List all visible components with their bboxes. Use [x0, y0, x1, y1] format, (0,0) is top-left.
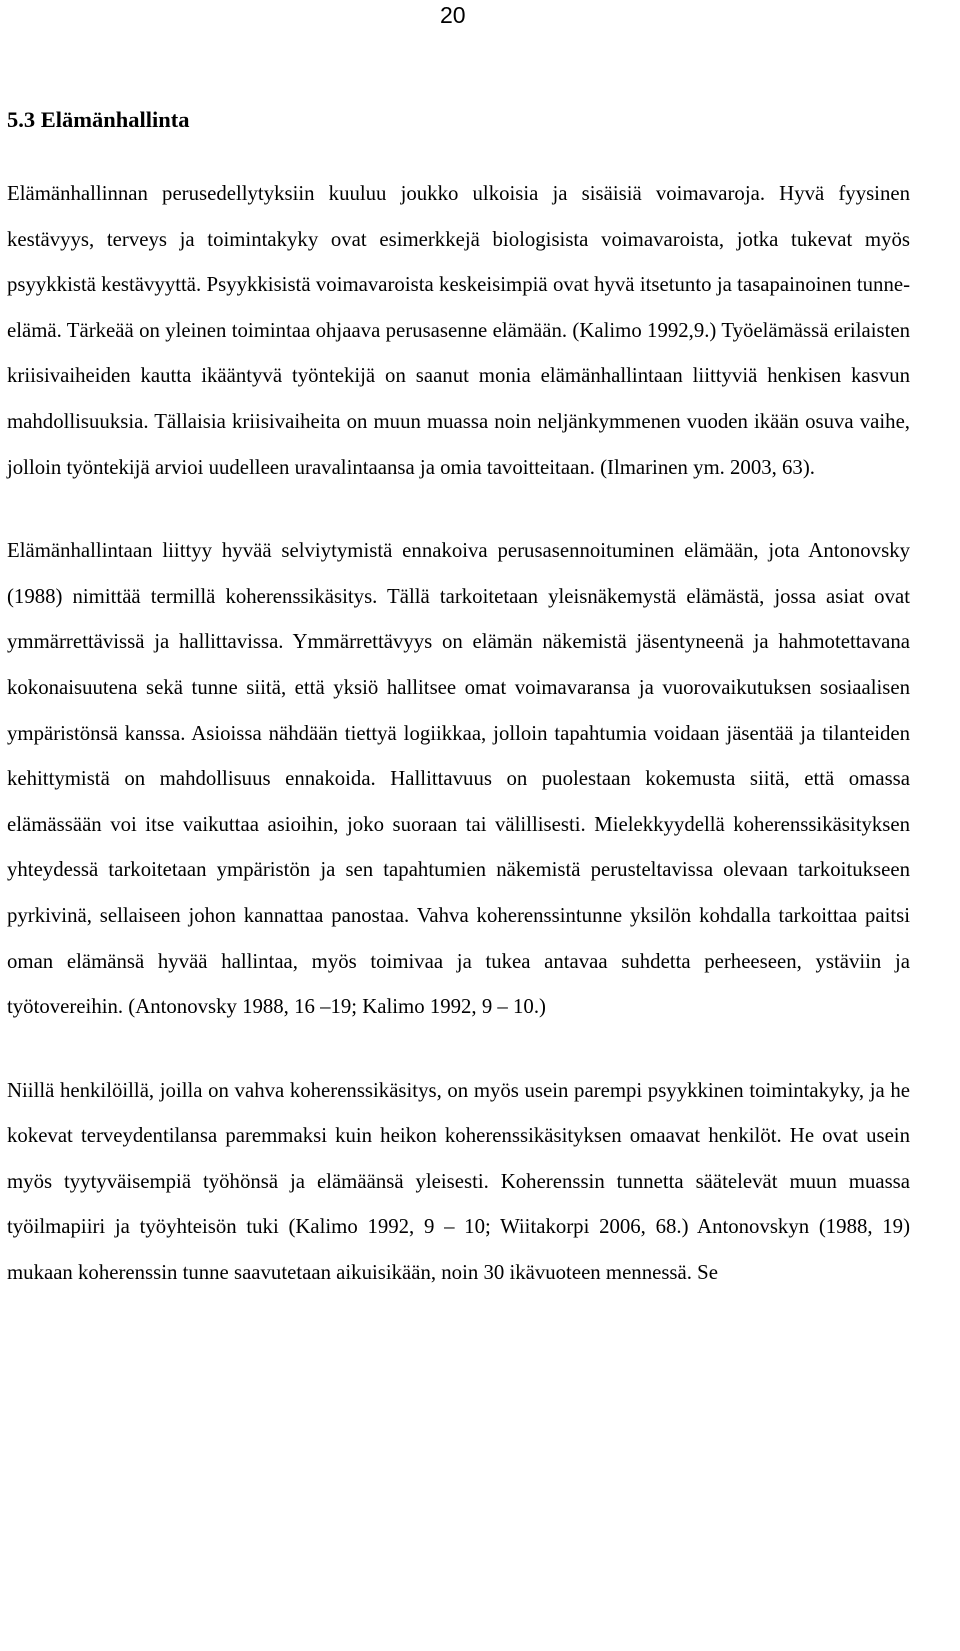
section-heading: 5.3 Elämänhallinta [7, 107, 190, 132]
paragraph-strong-coherence: Niillä henkilöillä, joilla on vahva koherenssikäsitys, on myös usein parempi psyykkinen toimintakyky, ja he kokevat terveydentilansa paremmaksi kuin heikon koherenssikäsityksen omaavat henkilöt. He ovat usein myös tyytyväisempiä työhönsä ja elämäänsä yleisesti. Koherenssin tunnetta säätelevät muun muassa työilmapiiri ja työyhteisön tuki (Kalimo 1992, 9 – 10; Wiitakorpi 2006, 68.) Antonovskyn (1988, 19) mukaan koherenssin tunne saavutetaan aikuisikään, noin 30 ikävuoteen mennessä. Se [7, 1078, 910, 1285]
document-body [7, 98, 910, 1296]
paragraph-resources: Elämänhallinnan perusedellytyksiin kuuluu joukko ulkoisia ja sisäisiä voimavaroja. Hyvä fyysinen kestävyys, terveys ja toimintakyky ovat esimerkkejä biologisista voimavaroista, jotka tukevat myös psyykkistä kestävyyttä. Psyykkisistä voimavaroista keskeisimpiä ovat hyvä itsetunto ja tasapainoinen tunne-elämä. Tärkeää on yleinen toimintaa ohjaava perusasenne elämään. (Kalimo 1992,9.) Työelämässä erilaisten kriisivaiheiden kautta ikääntyvä työntekijä on saanut monia elämänhallintaan liittyviä henkisen kasvun mahdollisuuksia. Tällaisia kriisivaiheita on muun muassa noin neljänkymmenen vuoden ikään osuva vaihe, jolloin työntekijä arvioi uudelleen uravalintaansa ja omia tavoitteitaan. (Ilmarinen ym. 2003, 63). [7, 182, 910, 479]
paragraph-coherence: Elämänhallintaan liittyy hyvää selviytymistä ennakoiva perusasennoituminen elämään, jota Antonovsky (1988) nimittää termillä koherenssikäsitys. Tällä tarkoitetaan yleisnäkemystä elämästä, jossa asiat ovat ymmärrettävissä ja hallittavissa. Ymmärrettävyys on elämän näkemistä jäsentyneenä ja hahmotettavana kokonaisuutena sekä tunne siitä, että yksiö hallitsee omat voimavaransa ja vuorovaikutuksen sosiaalisen ympäristönsä kanssa. Asioissa nähdään tiettyä logiikkaa, jolloin tapahtumia voidaan jäsentää ja tilanteiden kehittymistä on mahdollisuus ennakoida. Hallittavuus on puolestaan kokemusta siitä, että omassa elämässään voi itse vaikuttaa asioihin, joko suoraan tai välillisesti. Mielekkyydellä koherenssikäsityksen yhteydessä tarkoitetaan ympäristön ja sen tapahtumien näkemistä perusteltavissa olevaan tarkoitukseen pyrkivinä, sellaiseen johon kannattaa panostaa. Vahva koherenssintunne yksilön kohdalla tarkoittaa paitsi oman elämänsä hyvää hallintaa, myös toimivaa ja tukea antavaa suhdetta perheeseen, ystäviin ja työtovereihin. (Antonovsky 1988, 16 –19; Kalimo 1992, 9 – 10.) [7, 539, 910, 1019]
page-number: 20 [440, 2, 466, 28]
